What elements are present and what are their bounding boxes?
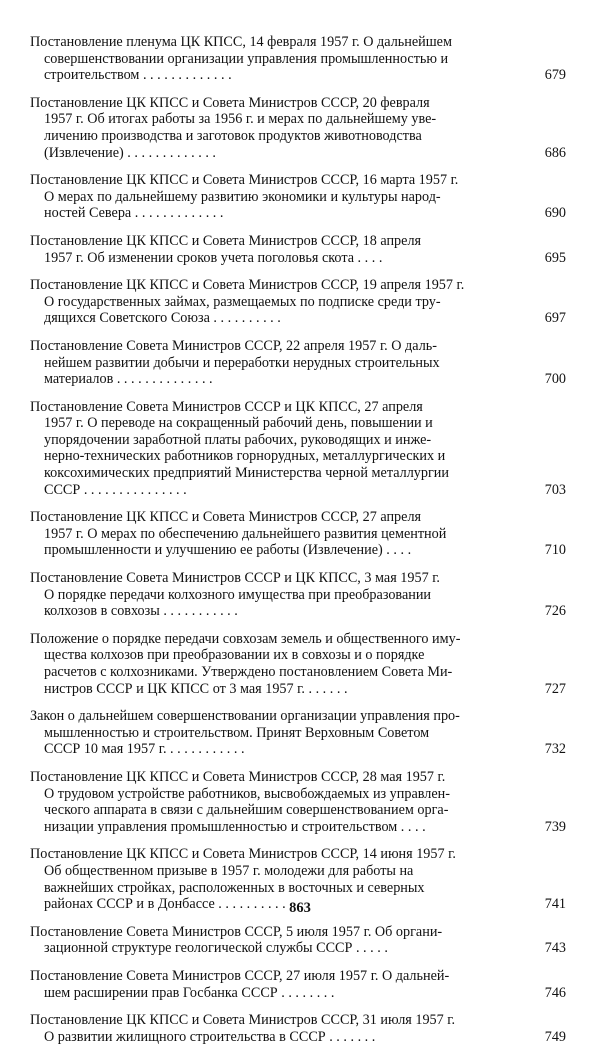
toc-entry-line: важнейших стройках, расположенных в восточных и северных (44, 879, 425, 896)
toc-entry-line: Об общественном призыве в 1957 г. молодежи для работы на (44, 862, 414, 879)
toc-entry-page: 703 (544, 481, 566, 498)
toc-entry-title (30, 631, 524, 697)
toc-entry-line: личению производства и заготовок продуктов животноводства (44, 127, 422, 144)
toc-entry-line: Постановление ЦК КПСС и Совета Министров СССР, 16 марта 1957 г. (30, 172, 459, 189)
toc-entry (30, 968, 566, 1001)
toc-entry (30, 399, 566, 499)
toc-entry-line: дящихся Советского Союза . . . . . . . . . . (44, 310, 281, 327)
toc-entry-line: Постановление ЦК КПСС и Совета Министров СССР, 19 апреля 1957 г. (30, 277, 465, 294)
toc-entry-line: совершенствовании организации управления промышленностью и (44, 50, 449, 67)
toc-entry-line: Закон о дальнейшем совершенствовании организации управления про- (30, 708, 460, 725)
toc-entry-title (30, 95, 524, 161)
toc-entry-line: Постановление ЦК КПСС и Совета Министров СССР, 31 июля 1957 г. (30, 1012, 456, 1029)
toc-entry-line: Постановление Совета Министров СССР, 5 июля 1957 г. Об органи- (30, 923, 443, 940)
toc-entry-line: О государственных займах, размещаемых по подписке среди тру- (44, 293, 441, 310)
toc-entry-line: Постановление ЦК КПСС и Совета Министров СССР, 27 апреля (30, 509, 422, 526)
toc-entry-line: низации управления промышленностью и строительством . . . . (44, 818, 426, 835)
toc-entry-line: Постановление ЦК КПСС и Совета Министров СССР, 18 апреля (30, 232, 422, 249)
toc-entry-page: 679 (544, 67, 566, 84)
toc-entry-line: ческого аппарата в связи с дальнейшим совершенствованием орга- (44, 802, 449, 819)
toc-entry-page: 746 (544, 984, 566, 1001)
toc-entry-line: Постановление ЦК КПСС и Совета Министров СССР, 28 мая 1957 г. (30, 768, 446, 785)
toc-entry (30, 769, 566, 835)
toc-entry-title (30, 708, 524, 758)
toc-entry-line: Постановление ЦК КПСС и Совета Министров СССР, 20 февраля (30, 94, 430, 111)
toc-entry-line: 1957 г. О переводе на сокращенный рабочий день, повышении и (44, 415, 433, 432)
toc-entry-line: 1957 г. О мерах по обеспечению дальнейшего развития цементной (44, 525, 447, 542)
toc-entry-line: районах СССР и в Донбассе . . . . . . . . . . (44, 896, 286, 913)
toc-entry-page: 697 (544, 310, 566, 327)
toc-entry-line: Положение о порядке передачи совхозам земель и общественного иму- (30, 630, 461, 647)
toc-entry-title (30, 924, 524, 957)
toc-entry (30, 631, 566, 697)
toc-entry-line: материалов . . . . . . . . . . . . . . (44, 371, 213, 388)
page-number: 863 (289, 900, 311, 916)
toc-entry (30, 924, 566, 957)
toc-entry-line: расчетов с колхозниками. Утверждено постановлением Совета Ми- (44, 664, 453, 680)
toc-entry-line: СССР 10 мая 1957 г. . . . . . . . . . . . (44, 741, 245, 758)
toc-entry-page: 686 (544, 144, 566, 161)
toc-entry-page: 690 (544, 205, 566, 222)
toc-entry-line: 1957 г. Об итогах работы за 1956 г. и мерах по дальнейшему уве- (44, 111, 437, 128)
toc-entry-line: О развитии жилищного строительства в СССР . . . . . . . (44, 1028, 376, 1045)
toc-entry-line: нейшем развитии добычи и переработки нерудных строительных (44, 354, 440, 371)
toc-entry (30, 34, 566, 84)
toc-entry-line: Постановление Совета Министров СССР и ЦК КПСС, 27 апреля (30, 398, 423, 415)
toc-entry-line: О порядке передачи колхозного имущества при преобразовании (44, 586, 432, 603)
toc-entry-title (30, 34, 524, 84)
toc-entry-line: щества колхозов при преобразовании их в совхозы и о порядке (44, 647, 425, 664)
toc-entry-line: СССР . . . . . . . . . . . . . . . (44, 481, 187, 498)
toc-entry (30, 338, 566, 388)
toc-entry-title (30, 968, 524, 1001)
toc-entry-line: ностей Севера . . . . . . . . . . . . . (44, 205, 224, 222)
toc-entry-line: О трудовом устройстве работников, высвобождаемых из управлен- (44, 785, 450, 802)
toc-entry-page: 727 (544, 680, 566, 697)
toc-entry-page: 726 (544, 603, 566, 620)
toc-entry-title (30, 570, 524, 620)
toc-entry-line: промышленности и улучшению ее работы (Извлечение) . . . . (44, 542, 412, 559)
toc-entry (30, 233, 566, 266)
toc-entry (30, 95, 566, 161)
toc-entry-title (30, 509, 524, 559)
toc-entry (30, 1012, 566, 1045)
toc-entry-title (30, 399, 524, 499)
toc-entry-line: мышленностью и строительством. Принят Верховным Советом (44, 724, 430, 741)
toc-entry-line: Постановление Совета Министров СССР, 27 июля 1957 г. О дальней- (30, 967, 450, 984)
toc-entry-line: зационной структуре геологической службы СССР . . . . . (44, 940, 388, 957)
toc-entry-line: нерно-технических работников горнорудных, металлургических и (44, 448, 446, 465)
toc-entry-page: 710 (544, 542, 566, 559)
toc-entry-page: 700 (544, 371, 566, 388)
toc-entry-title (30, 338, 524, 388)
toc-entry-line: 1957 г. Об изменении сроков учета поголовья скота . . . . (44, 249, 383, 266)
toc-entry-page: 732 (544, 741, 566, 758)
toc-entry-page: 741 (544, 896, 566, 913)
toc-entry-page: 695 (544, 249, 566, 266)
toc-entry-line: Постановление ЦК КПСС и Совета Министров СССР, 14 июня 1957 г. (30, 846, 456, 863)
toc-entry-line: (Извлечение) . . . . . . . . . . . . . (44, 144, 216, 161)
toc-entry-page: 749 (544, 1028, 566, 1045)
toc-entry-line: шем расширении прав Госбанка СССР . . . . . . . . (44, 984, 335, 1001)
toc-entry (30, 277, 566, 327)
toc-entry-title (30, 277, 524, 327)
toc-entry (30, 509, 566, 559)
toc-entry-line: строительством . . . . . . . . . . . . . (44, 67, 232, 84)
toc-entry-line: Постановление Совета Министров СССР и ЦК КПСС, 3 мая 1957 г. (30, 570, 440, 587)
toc-entry-title (30, 1012, 524, 1045)
toc-entry (30, 708, 566, 758)
toc-entry-line: упорядочении заработной платы рабочих, руководящих и инже- (44, 431, 432, 448)
toc-entry-line: О мерах по дальнейшему развитию экономики и культуры народ- (44, 188, 441, 205)
toc-entry-title (30, 769, 524, 835)
toc-entry-title (30, 172, 524, 222)
toc-entry-title (30, 233, 524, 266)
toc-entry-line: нистров СССР и ЦК КПСС от 3 мая 1957 г. . . . . . . (44, 680, 348, 697)
toc-entry-line: Постановление Совета Министров СССР, 22 апреля 1957 г. О даль- (30, 337, 437, 354)
toc-entry-page: 743 (544, 940, 566, 957)
toc-entry-line: Постановление пленума ЦК КПСС, 14 февраля 1957 г. О дальнейшем (30, 34, 452, 50)
toc-entry (30, 570, 566, 620)
toc-entry-line: колхозов в совхозы . . . . . . . . . . . (44, 603, 238, 620)
toc-entry-line: коксохимических предприятий Министерства черной металлургии (44, 465, 449, 482)
toc-entry-page: 739 (544, 818, 566, 835)
toc-entry (30, 172, 566, 222)
